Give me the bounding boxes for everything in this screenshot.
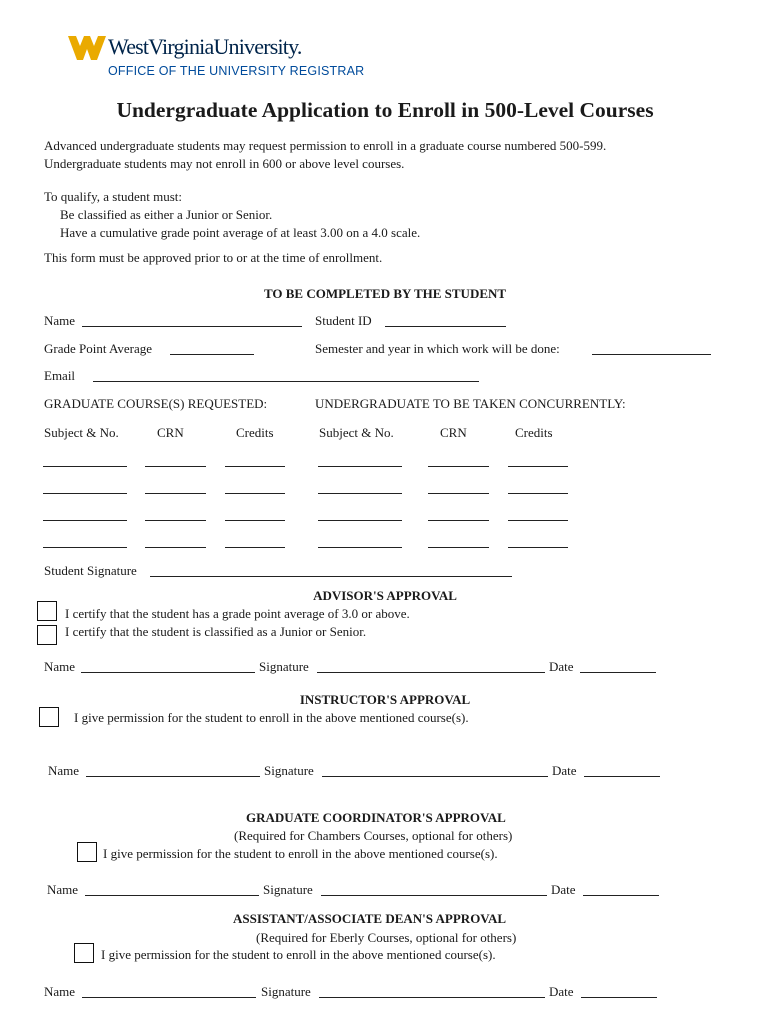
flying-wv-icon (68, 36, 106, 62)
ug-subject-field[interactable] (318, 466, 402, 467)
grad-subject-field[interactable] (43, 493, 127, 494)
ug-crn-field[interactable] (428, 466, 489, 467)
advisor-class-checkbox[interactable] (37, 625, 57, 645)
semester-label: Semester and year in which work will be done: (315, 341, 560, 356)
instructor-checkbox[interactable] (39, 707, 59, 727)
advisor-date-field[interactable] (580, 672, 656, 673)
ug-credits-field[interactable] (508, 493, 568, 494)
instructor-name-field[interactable] (86, 776, 260, 777)
advisor-signature-label: Signature (259, 659, 309, 674)
ug-col-crn: CRN (440, 425, 467, 440)
ug-credits-field[interactable] (508, 466, 568, 467)
dean-name-field[interactable] (82, 997, 256, 998)
dean-signature-field[interactable] (319, 997, 545, 998)
dean-signature-label: Signature (261, 984, 311, 999)
undergrad-courses-heading: UNDERGRADUATE TO BE TAKEN CONCURRENTLY: (315, 396, 626, 411)
ug-crn-field[interactable] (428, 547, 489, 548)
email-label: Email (44, 368, 76, 383)
grad-col-crn: CRN (157, 425, 184, 440)
ug-col-credits: Credits (515, 425, 553, 440)
student-signature-field[interactable] (150, 576, 512, 577)
coordinator-text: I give permission for the student to enroll in the above mentioned course(s). (103, 846, 498, 861)
grad-crn-field[interactable] (145, 466, 206, 467)
grad-credits-field[interactable] (225, 466, 285, 467)
gpa-label: Grade Point Average (44, 341, 153, 356)
student-section-heading: TO BE COMPLETED BY THE STUDENT (263, 286, 507, 301)
instructor-text: I give permission for the student to enroll in the above mentioned course(s). (74, 710, 469, 725)
advisor-class-text: I certify that the student is classified as a Junior or Senior. (65, 624, 367, 639)
student-id-field[interactable] (385, 326, 506, 327)
dean-checkbox[interactable] (74, 943, 94, 963)
instructor-signature-label: Signature (264, 763, 314, 778)
qualify-heading: To qualify, a student must: (44, 189, 182, 204)
advisor-name-field[interactable] (81, 672, 255, 673)
grad-col-credits: Credits (236, 425, 274, 440)
dean-date-field[interactable] (581, 997, 657, 998)
intro-line-2: Undergraduate students may not enroll in 600 or above level courses. (44, 156, 405, 171)
university-name: WestVirginiaUniversity. (108, 34, 302, 59)
ug-subject-field[interactable] (318, 493, 402, 494)
student-signature-label: Student Signature (44, 563, 137, 578)
advisor-gpa-checkbox[interactable] (37, 601, 57, 621)
qualify-item-2: Have a cumulative grade point average of at least 3.00 on a 4.0 scale. (60, 225, 421, 240)
name-field[interactable] (82, 326, 302, 327)
ug-credits-field[interactable] (508, 547, 568, 548)
instructor-date-label: Date (552, 763, 577, 778)
approval-note: This form must be approved prior to or at the time of enrollment. (44, 250, 383, 265)
page-title: Undergraduate Application to Enroll in 500-Level Courses (116, 98, 654, 122)
coordinator-name-field[interactable] (85, 895, 259, 896)
ug-credits-field[interactable] (508, 520, 568, 521)
gpa-field[interactable] (170, 354, 254, 355)
grad-subject-field[interactable] (43, 466, 127, 467)
grad-col-subject: Subject & No. (44, 425, 119, 440)
advisor-date-label: Date (549, 659, 574, 674)
ug-crn-field[interactable] (428, 493, 489, 494)
coordinator-signature-label: Signature (263, 882, 313, 897)
coordinator-signature-field[interactable] (321, 895, 547, 896)
dean-date-label: Date (549, 984, 574, 999)
grad-credits-field[interactable] (225, 493, 285, 494)
instructor-signature-field[interactable] (322, 776, 548, 777)
registrar-office: OFFICE OF THE UNIVERSITY REGISTRAR (108, 64, 365, 78)
grad-credits-field[interactable] (225, 547, 285, 548)
grad-subject-field[interactable] (43, 547, 127, 548)
dean-heading: ASSISTANT/ASSOCIATE DEAN'S APPROVAL (233, 911, 507, 926)
grad-crn-field[interactable] (145, 493, 206, 494)
coordinator-date-label: Date (551, 882, 576, 897)
graduate-courses-heading: GRADUATE COURSE(S) REQUESTED: (44, 396, 268, 411)
advisor-heading: ADVISOR'S APPROVAL (313, 588, 457, 603)
dean-note: (Required for Eberly Courses, optional for others) (256, 930, 517, 945)
dean-name-label: Name (44, 984, 76, 999)
instructor-date-field[interactable] (584, 776, 660, 777)
ug-col-subject: Subject & No. (319, 425, 394, 440)
coordinator-name-label: Name (47, 882, 79, 897)
semester-field[interactable] (592, 354, 711, 355)
qualify-item-1: Be classified as either a Junior or Senior. (60, 207, 273, 222)
intro-line-1: Advanced undergraduate students may request permission to enroll in a graduate course numbered 500-599. (44, 138, 607, 153)
coordinator-note: (Required for Chambers Courses, optional for others) (234, 828, 513, 843)
student-id-label: Student ID (315, 313, 372, 328)
grad-credits-field[interactable] (225, 520, 285, 521)
grad-crn-field[interactable] (145, 520, 206, 521)
grad-crn-field[interactable] (145, 547, 206, 548)
ug-subject-field[interactable] (318, 547, 402, 548)
advisor-signature-field[interactable] (317, 672, 545, 673)
name-label: Name (44, 313, 76, 328)
advisor-gpa-text: I certify that the student has a grade point average of 3.0 or above. (65, 606, 410, 621)
email-field[interactable] (93, 381, 479, 382)
ug-subject-field[interactable] (318, 520, 402, 521)
coordinator-heading: GRADUATE COORDINATOR'S APPROVAL (246, 810, 506, 825)
coordinator-checkbox[interactable] (77, 842, 97, 862)
dean-text: I give permission for the student to enroll in the above mentioned course(s). (101, 947, 496, 962)
wvu-logo (68, 34, 368, 82)
instructor-heading: INSTRUCTOR'S APPROVAL (299, 692, 471, 707)
ug-crn-field[interactable] (428, 520, 489, 521)
grad-subject-field[interactable] (43, 520, 127, 521)
advisor-name-label: Name (44, 659, 76, 674)
instructor-name-label: Name (48, 763, 80, 778)
coordinator-date-field[interactable] (583, 895, 659, 896)
